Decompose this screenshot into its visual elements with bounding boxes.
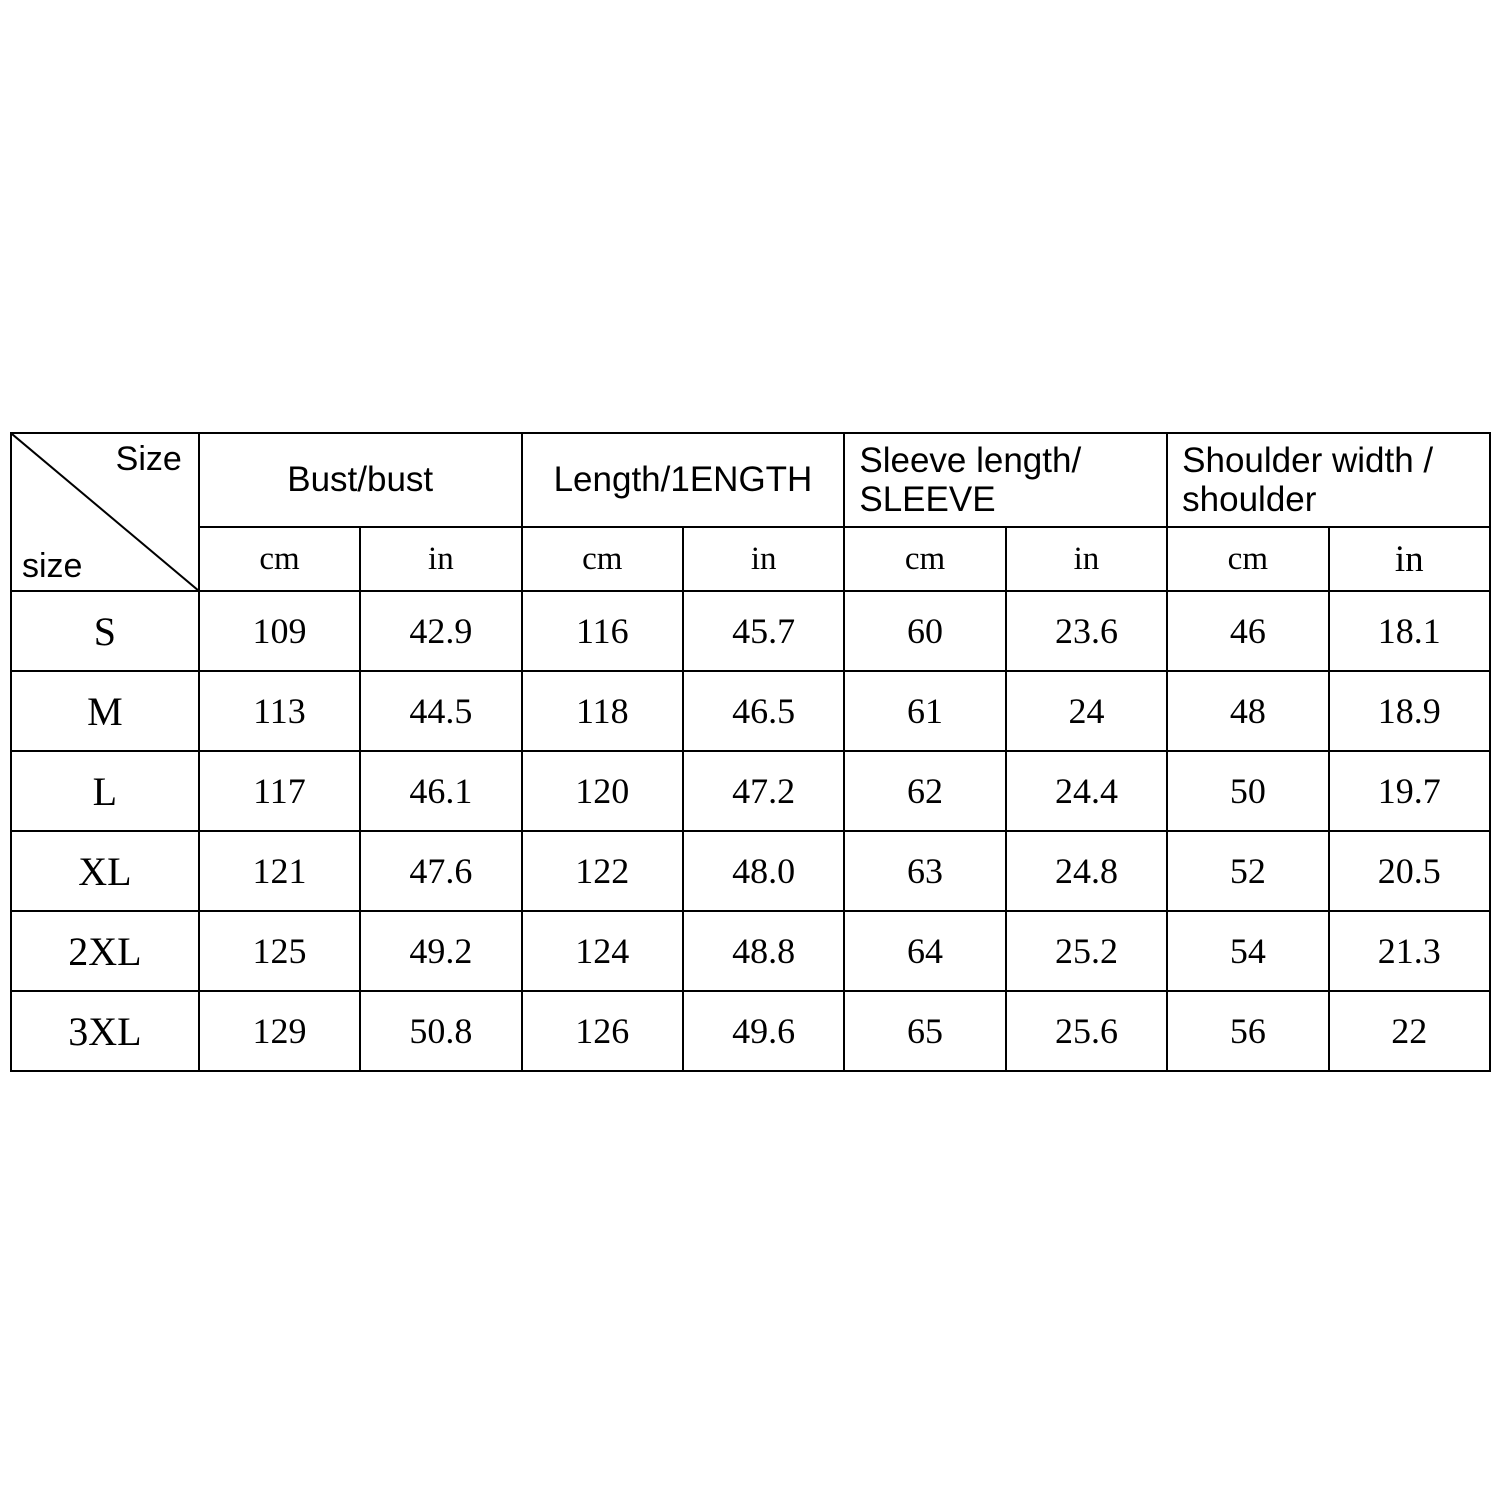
table-header-units [11, 527, 1490, 591]
cell-bust-in: 50.8 [360, 991, 521, 1071]
cell-bust-cm: 117 [199, 751, 360, 831]
unit-header-bust-in: in [360, 527, 521, 591]
cell-sleeve-in: 24.8 [1006, 831, 1167, 911]
table-row [11, 671, 1490, 751]
corner-label-top: Size [115, 440, 182, 478]
cell-sleeve-cm: 65 [844, 991, 1005, 1071]
row-size-label: 2XL [11, 911, 199, 991]
cell-bust-cm: 121 [199, 831, 360, 911]
row-size-label: XL [11, 831, 199, 911]
cell-shoulder-in: 18.1 [1329, 591, 1490, 671]
row-size-label: S [11, 591, 199, 671]
cell-sleeve-cm: 60 [844, 591, 1005, 671]
table-header-groups [11, 433, 1490, 527]
cell-bust-in: 44.5 [360, 671, 521, 751]
cell-sleeve-in: 24 [1006, 671, 1167, 751]
unit-header-length-cm: cm [522, 527, 683, 591]
cell-length-in: 48.0 [683, 831, 844, 911]
cell-length-in: 45.7 [683, 591, 844, 671]
cell-sleeve-cm: 64 [844, 911, 1005, 991]
unit-header-sleeve-in: in [1006, 527, 1167, 591]
cell-length-cm: 126 [522, 991, 683, 1071]
cell-sleeve-cm: 61 [844, 671, 1005, 751]
cell-length-cm: 116 [522, 591, 683, 671]
unit-header-length-in: in [683, 527, 844, 591]
cell-length-in: 49.6 [683, 991, 844, 1071]
cell-shoulder-in: 19.7 [1329, 751, 1490, 831]
row-size-label: 3XL [11, 991, 199, 1071]
group-header-sleeve: Sleeve length/ SLEEVE [844, 433, 1167, 527]
unit-header-bust-cm: cm [199, 527, 360, 591]
cell-bust-in: 42.9 [360, 591, 521, 671]
size-chart-container [10, 432, 1491, 1072]
cell-shoulder-cm: 46 [1167, 591, 1328, 671]
cell-shoulder-in: 20.5 [1329, 831, 1490, 911]
cell-length-in: 47.2 [683, 751, 844, 831]
cell-shoulder-in: 21.3 [1329, 911, 1490, 991]
cell-sleeve-in: 23.6 [1006, 591, 1167, 671]
cell-shoulder-cm: 50 [1167, 751, 1328, 831]
cell-sleeve-cm: 63 [844, 831, 1005, 911]
cell-shoulder-in: 22 [1329, 991, 1490, 1071]
table-row [11, 831, 1490, 911]
cell-bust-in: 49.2 [360, 911, 521, 991]
cell-sleeve-in: 25.2 [1006, 911, 1167, 991]
cell-shoulder-in: 18.9 [1329, 671, 1490, 751]
group-header-length: Length/1ENGTH [522, 433, 845, 527]
cell-bust-cm: 125 [199, 911, 360, 991]
cell-length-cm: 122 [522, 831, 683, 911]
size-chart-table [10, 432, 1491, 1072]
corner-label-bottom: size [22, 547, 83, 585]
cell-shoulder-cm: 48 [1167, 671, 1328, 751]
cell-bust-in: 47.6 [360, 831, 521, 911]
cell-shoulder-cm: 56 [1167, 991, 1328, 1071]
corner-cell [11, 433, 199, 591]
table-row [11, 591, 1490, 671]
table-row [11, 991, 1490, 1071]
group-header-bust: Bust/bust [199, 433, 522, 527]
cell-bust-cm: 129 [199, 991, 360, 1071]
cell-shoulder-cm: 54 [1167, 911, 1328, 991]
table-row [11, 911, 1490, 991]
cell-sleeve-in: 25.6 [1006, 991, 1167, 1071]
cell-length-in: 46.5 [683, 671, 844, 751]
unit-header-shoulder-cm: cm [1167, 527, 1328, 591]
row-size-label: L [11, 751, 199, 831]
cell-bust-in: 46.1 [360, 751, 521, 831]
cell-bust-cm: 113 [199, 671, 360, 751]
cell-sleeve-cm: 62 [844, 751, 1005, 831]
cell-length-cm: 124 [522, 911, 683, 991]
unit-header-sleeve-cm: cm [844, 527, 1005, 591]
cell-length-in: 48.8 [683, 911, 844, 991]
row-size-label: M [11, 671, 199, 751]
group-header-shoulder: Shoulder width / shoulder [1167, 433, 1490, 527]
cell-bust-cm: 109 [199, 591, 360, 671]
table-row [11, 751, 1490, 831]
cell-sleeve-in: 24.4 [1006, 751, 1167, 831]
cell-length-cm: 118 [522, 671, 683, 751]
cell-length-cm: 120 [522, 751, 683, 831]
unit-header-shoulder-in: in [1329, 527, 1490, 591]
cell-shoulder-cm: 52 [1167, 831, 1328, 911]
